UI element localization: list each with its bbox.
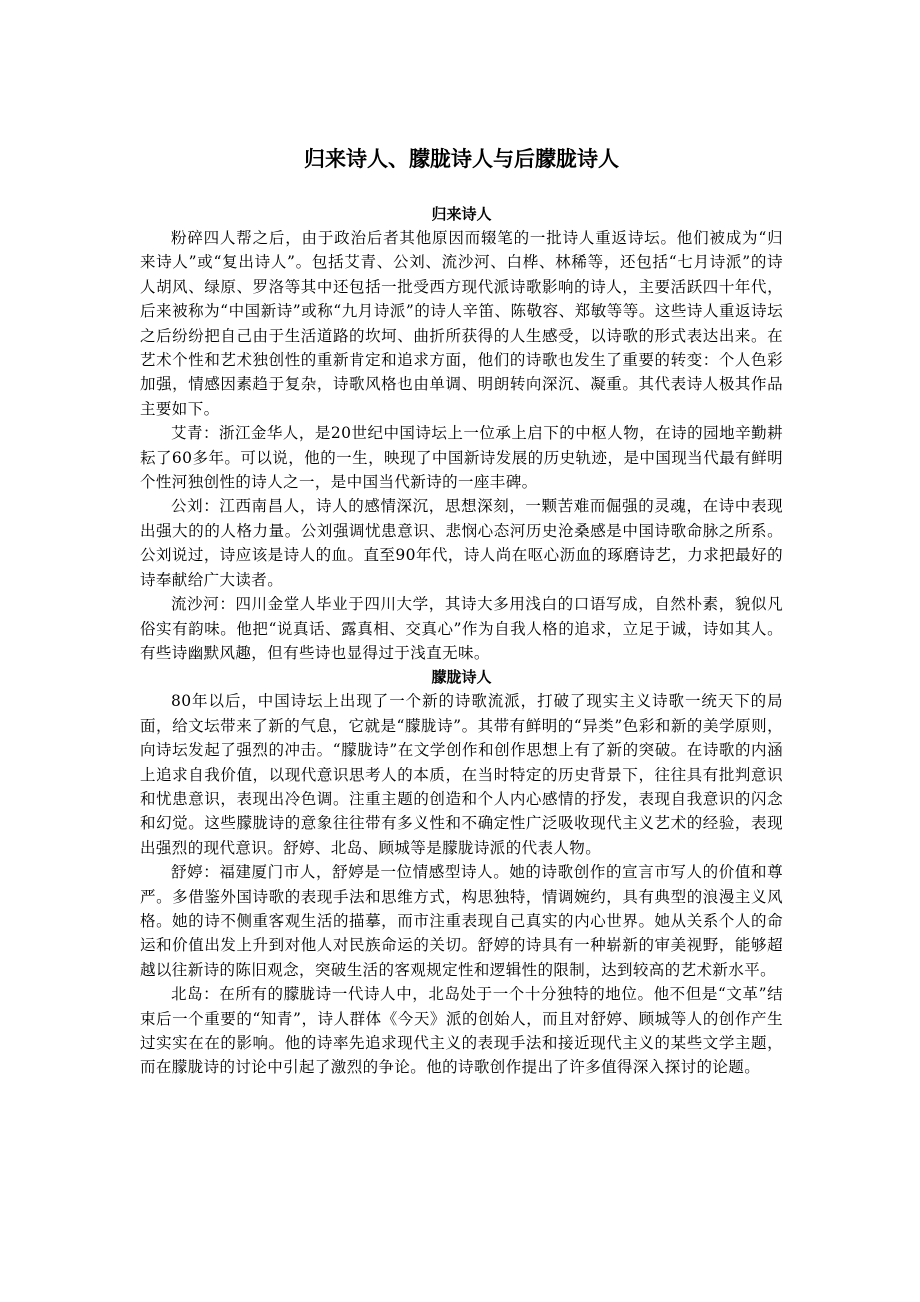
section-heading: 朦胧诗人	[431, 668, 492, 687]
section-returned-poets	[140, 202, 783, 665]
paragraph-ai-qing: 艾青：浙江金华人，是20世纪中国诗坛上一位承上启下的中枢人物，在诗的园地辛勤耕耘了60多年。可以说，他的一生，映现了中国新诗发展的历史轨迹，是中国现当代最有鲜明个性河独创性的诗人之一，是中国当代新诗的一座丰碑。	[140, 424, 783, 492]
paragraph-liu-shahe: 流沙河：四川金堂人毕业于四川大学，其诗大多用浅白的口语写成，自然朴素，貌似凡俗实有韵味。他把“说真话、露真相、交真心”作为自我人格的追求，立足于诚，诗如其人。有些诗幽默风趣，但有些诗也显得过于浅直无味。	[140, 595, 783, 662]
document-title: 归来诗人、朦胧诗人与后朦胧诗人	[304, 147, 619, 171]
paragraph-shu-ting: 舒婷：福建厦门市人，舒婷是一位情感型诗人。她的诗歌创作的宣言市写人的价值和尊严。多借鉴外国诗歌的表现手法和思维方式，构思独特，情调婉约，具有典型的浪漫主义风格。她的诗不侧重客观生活的描摹，而市注重表现自己真实的内心世界。她从关系个人的命运和价值出发上升到对他人对民族命运的关切。舒婷的诗具有一种崭新的审美视野，能够超越以往新诗的陈旧观念，突破生活的客观规定性和逻辑性的限制，达到较高的艺术新水平。	[140, 863, 783, 979]
section-misty-poets	[140, 665, 783, 1080]
paragraph-intro: 粉碎四人帮之后，由于政治后者其他原因而辍笔的一批诗人重返诗坛。他们被成为“归来诗人”或“复出诗人”。包括艾青、公刘、流沙河、白桦、林稀等，还包括“七月诗派”的诗人胡风、绿原、罗洛等其中还包括一批受西方现代派诗歌影响的诗人，主要活跃四十年代，后来被称为“中国新诗”或称“九月诗派”的诗人辛笛、陈敬容、郑敏等等。这些诗人重返诗坛之后纷纷把自己由于生活道路的坎坷、曲折所获得的人生感受，以诗歌的形式表达出来。在艺术个性和艺术独创性的重新肯定和追求方面，他们的诗歌也发生了重要的转变：个人色彩加强，情感因素趋于复杂，诗歌风格也由单调、明朗转向深沉、凝重。其代表诗人极其作品主要如下。	[140, 229, 783, 418]
paragraph-bei-dao: 北岛：在所有的朦胧诗一代诗人中，北岛处于一个十分独特的地位。他不但是“文革”结束后一个重要的“知青”，诗人群体《今天》派的创始人，而且对舒婷、顾城等人的创作产生过实实在在的影响。他的诗率先追求现代主义的表现手法和接近现代主义的某些文学主题，而在朦胧诗的讨论中引起了激烈的争论。他的诗歌创作提出了许多值得深入探讨的论题。	[140, 985, 783, 1077]
section-heading: 归来诗人	[431, 205, 492, 223]
paragraph-gong-liu: 公刘：江西南昌人，诗人的感情深沉，思想深刻，一颗苦难而倔强的灵魂，在诗中表现出强大的的人格力量。公刘强调忧患意识、悲悯心态河历史沧桑感是中国诗歌命脉之所系。公刘说过，诗应该是诗人的血。直至90年代，诗人尚在呕心沥血的琢磨诗艺，力求把最好的诗奉献给广大读者。	[140, 497, 783, 589]
title-spacer	[140, 180, 783, 202]
document-page	[140, 138, 783, 1080]
paragraph-intro: 80年以后，中国诗坛上出现了一个新的诗歌流派，打破了现实主义诗歌一统天下的局面，给文坛带来了新的气息，它就是“朦胧诗”。其带有鲜明的“异类”色彩和新的美学原则，向诗坛发起了强烈的冲击。“朦胧诗”在文学创作和创作思想上有了新的突破。在诗歌的内涵上追求自我价值，以现代意识思考人的本质，在当时特定的历史背景下，往往具有批判意识和忧患意识，表现出冷色调。注重主题的创造和个人内心感情的抒发，表现自我意识的闪念和幻觉。这些朦胧诗的意象往往带有多义性和不确定性广泛吸收现代主义艺术的经验，表现出强烈的现代意识。舒婷、北岛、顾城等是朦胧诗派的代表人物。	[140, 692, 783, 857]
